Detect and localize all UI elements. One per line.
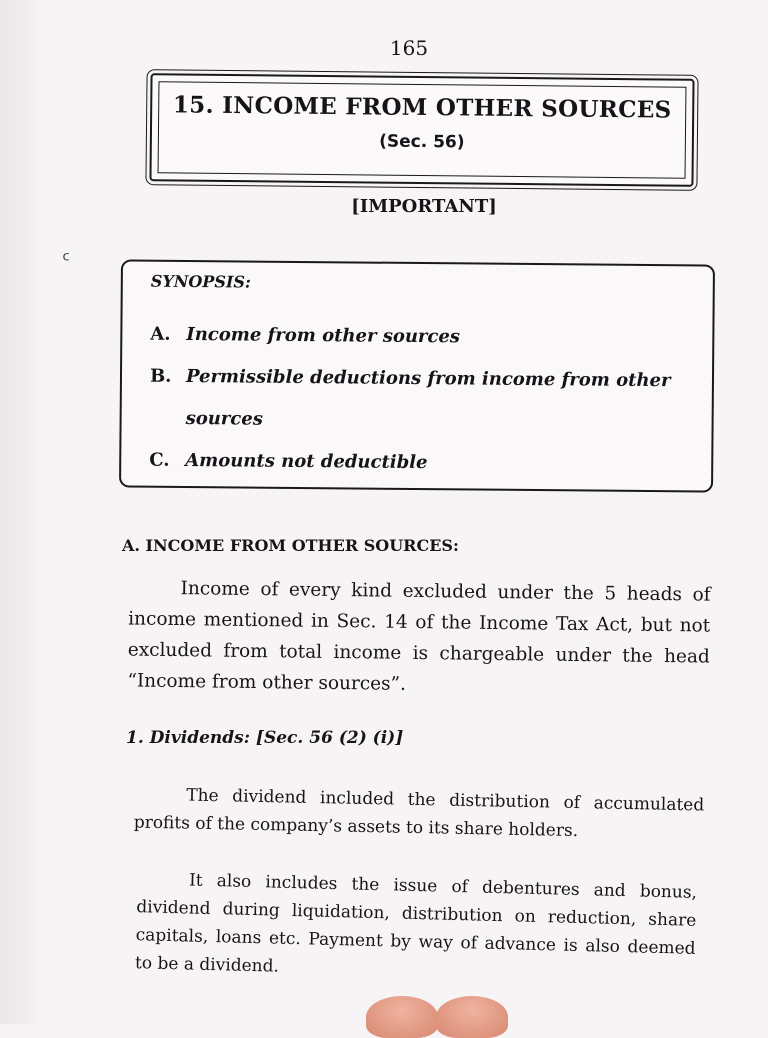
synopsis-item-text: Permissible deductions from income from other sources	[185, 365, 671, 430]
section-a-paragraph: Income of every kind excluded under the 5 heads of income mentioned in Sec. 14 of the Income Tax Act, but not excluded from total income is chargeable under the head “Income from other sources”.	[127, 578, 711, 695]
margin-pencil-mark: ᑦ	[62, 250, 70, 271]
synopsis-item-text: Amounts not deductible	[185, 449, 428, 474]
dividends-heading: 1. Dividends: [Sec. 56 (2) (i)]	[126, 728, 404, 748]
section-a-heading: A. INCOME FROM OTHER SOURCES:	[122, 536, 459, 555]
synopsis-item	[149, 440, 701, 487]
synopsis-heading: SYNOPSIS:	[150, 271, 251, 292]
synopsis-item-letter: C.	[149, 449, 170, 471]
synopsis-item	[149, 356, 702, 445]
synopsis-item-letter: A.	[150, 323, 171, 345]
dividends-paragraph-1: The dividend included the distribution of accumulated profits of the company’s assets to its share holders.	[133, 785, 705, 842]
synopsis-box	[119, 259, 715, 492]
synopsis-item-letter: B.	[149, 365, 172, 387]
page-binding-shadow	[0, 0, 46, 1024]
synopsis-list	[149, 314, 702, 487]
chapter-title: 15. INCOME FROM OTHER SOURCES	[172, 91, 672, 124]
page-number: 165	[389, 36, 429, 60]
chapter-section-ref: (Sec. 56)	[379, 131, 465, 153]
thumb-left	[366, 996, 438, 1038]
importance-note: [IMPORTANT]	[351, 196, 497, 217]
chapter-title-box	[149, 73, 694, 187]
synopsis-item-text: Income from other sources	[186, 323, 461, 348]
synopsis-item	[150, 314, 702, 361]
thumb-right	[436, 996, 508, 1038]
dividends-paragraph-2: It also includes the issue of debentures and bonus, dividend during liquidation, distribution on reduction, share capitals, loans etc. Payment by way of advance is also deemed to be a dividend.	[134, 870, 698, 977]
